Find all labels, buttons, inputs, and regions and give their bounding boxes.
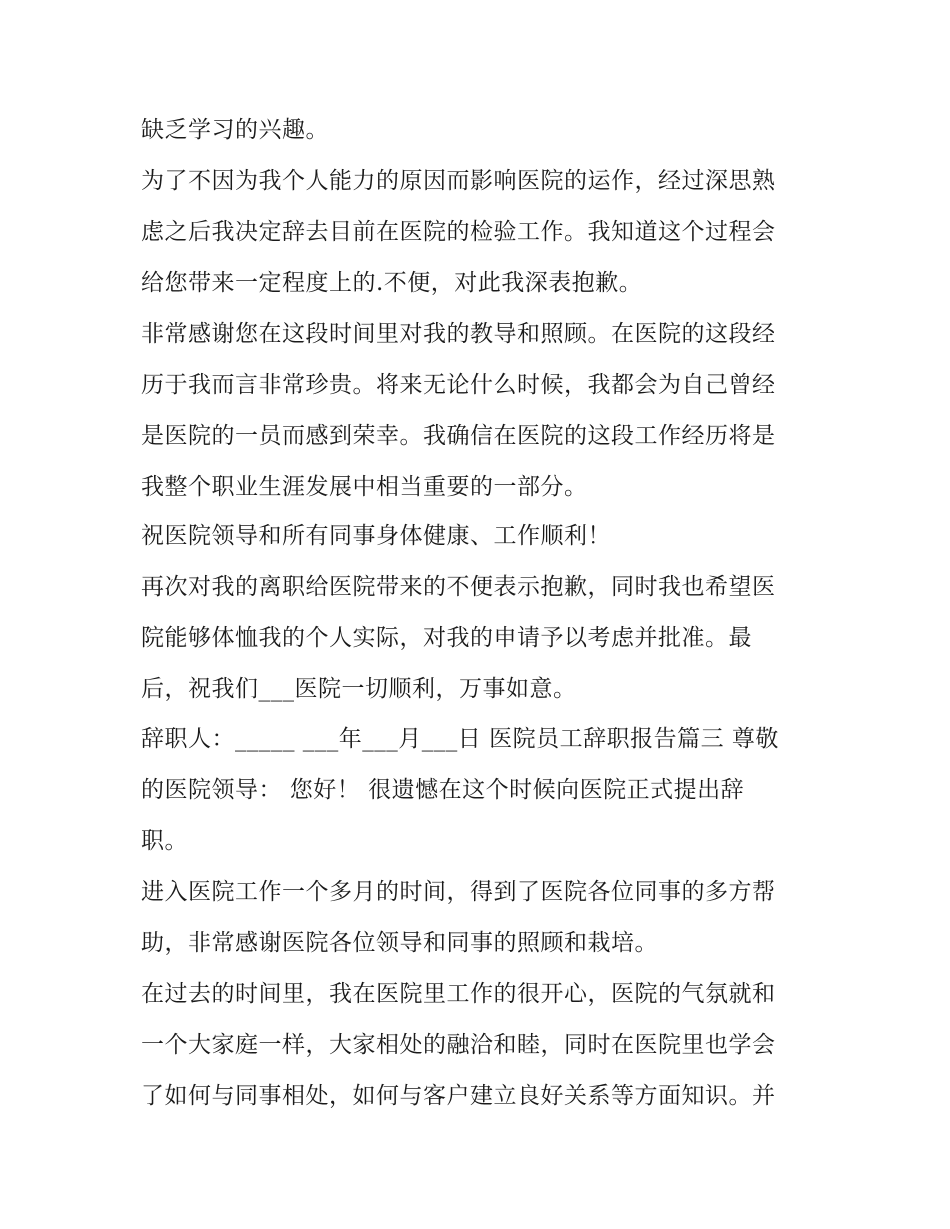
text-line: 缺乏学习的兴趣。 [141, 117, 329, 143]
text-line: 历于我而言非常珍贵。将来无论什么时候，我都会为自己曾经 [141, 372, 776, 398]
text-line: 虑之后我决定辞去目前在医院的检验工作。我知道这个过程会 [141, 219, 776, 245]
text-line: 是医院的一员而感到荣幸。我确信在医院的这段工作经历将是 [141, 423, 776, 449]
text-line: 非常感谢您在这段时间里对我的教导和照顾。在医院的这段经 [141, 321, 776, 347]
text-line: 一个大家庭一样，大家相处的融洽和睦，同时在医院里也学会 [141, 1032, 776, 1058]
text-line: 祝医院领导和所有同事身体健康、工作顺利！ [141, 523, 611, 549]
text-line: 进入医院工作一个多月的时间，得到了医院各位同事的多方帮 [141, 879, 776, 905]
text-line: 院能够体恤我的个人实际，对我的申请予以考虑并批准。最 [141, 625, 752, 651]
text-line: 再次对我的离职给医院带来的不便表示抱歉，同时我也希望医 [141, 574, 776, 600]
text-line: 助，非常感谢医院各位领导和同事的照顾和栽培。 [141, 930, 658, 956]
text-line: 后，祝我们___医院一切顺利，万事如意。 [141, 676, 577, 702]
text-line: 在过去的时间里，我在医院里工作的很开心，医院的气氛就和 [141, 981, 776, 1007]
text-line: 我整个职业生涯发展中相当重要的一部分。 [141, 474, 588, 500]
text-line: 职。 [141, 828, 188, 854]
text-line: 为了不因为我个人能力的原因而影响医院的运作，经过深思熟 [141, 168, 776, 194]
text-line: 的医院领导： 您好！ 很遗憾在这个时候向医院正式提出辞 [141, 777, 745, 803]
text-line: 了如何与同事相处，如何与客户建立良好关系等方面知识。并 [141, 1083, 776, 1109]
text-line: 给您带来一定程度上的.不便，对此我深表抱歉。 [141, 270, 643, 296]
text-line: 辞职人：_____ ___年___月___日 医院员工辞职报告篇三 尊敬 [141, 726, 779, 752]
